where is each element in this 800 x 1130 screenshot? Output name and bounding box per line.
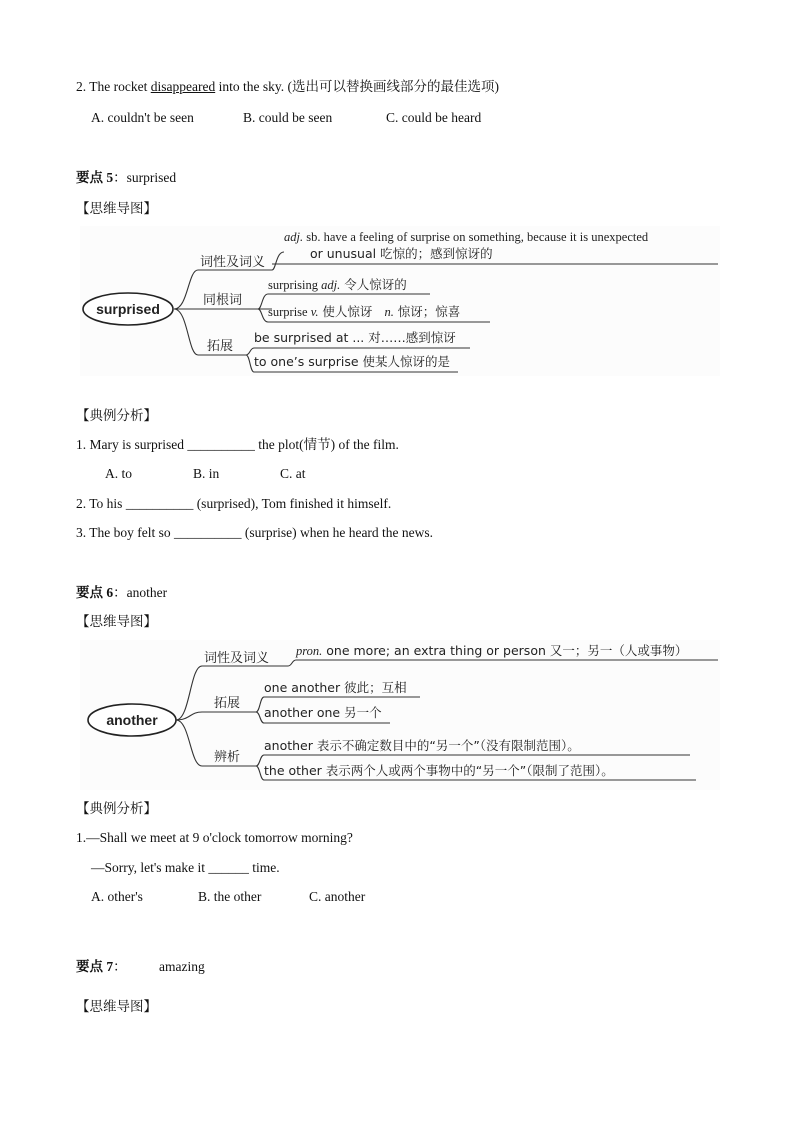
point-7-label: 要点 7 bbox=[76, 959, 114, 974]
def-connector bbox=[272, 252, 284, 270]
question-2-stem bbox=[76, 78, 499, 96]
root-word-2-pos2: n. bbox=[384, 305, 394, 319]
root-word-1-text: surprising bbox=[268, 278, 322, 292]
point-6-examples-heading: 【典例分析】 bbox=[76, 801, 157, 816]
def-line-2: or unusual 吃惊的；感到惊讶的 bbox=[310, 246, 493, 261]
point-5-ex1-option-b: B. in bbox=[193, 466, 220, 481]
def-text bbox=[295, 643, 687, 658]
root-word-2-cn: 使人惊讶 bbox=[318, 304, 373, 319]
surprised-center-label: surprised bbox=[96, 301, 160, 317]
root-word-1-cn: 令人惊讶的 bbox=[340, 277, 407, 292]
def-text: sb. have a feeling of surprise on something, because it is unexpected bbox=[303, 230, 649, 244]
root-word-1 bbox=[268, 277, 407, 292]
root-word-2-text: surprise bbox=[268, 305, 311, 319]
another-mindmap bbox=[80, 640, 720, 790]
point-5-ex1-option-a: A. to bbox=[105, 466, 132, 481]
branch-line-2 bbox=[176, 712, 256, 720]
ext-1: be surprised at ... 对……感到惊讶 bbox=[254, 330, 456, 345]
ext-2: another one 另一个 bbox=[264, 705, 382, 720]
root-word-2-pos: v. bbox=[310, 305, 319, 319]
another-mindmap-svg bbox=[80, 640, 720, 790]
branch-pos-meaning: 词性及词义 bbox=[200, 255, 266, 270]
point-6-ex1-option-c: C. another bbox=[309, 889, 366, 904]
branch-root-words: 同根词 bbox=[203, 293, 243, 308]
point-6-mindmap-heading: 【思维导图】 bbox=[76, 614, 157, 629]
point-5-example-1: 1. Mary is surprised __________ the plot(情节) of the film. bbox=[76, 437, 399, 452]
root-word-2 bbox=[268, 304, 460, 319]
point-5-example-3: 3. The boy felt so __________ (surprise) when he heard the news. bbox=[76, 525, 434, 540]
point-5-colon: ： bbox=[113, 170, 127, 185]
diff-2: the other 表示两个人或两个事物中的“另一个”（限制了范围）。 bbox=[264, 763, 614, 778]
def-meaning: one more; an extra thing or person 又一；另一（人或事物） bbox=[322, 643, 688, 658]
point-5-mindmap-heading: 【思维导图】 bbox=[76, 201, 157, 216]
def-pos: pron. bbox=[296, 644, 323, 658]
surprised-mindmap-svg bbox=[80, 226, 720, 376]
point-5-examples-heading: 【典例分析】 bbox=[76, 408, 157, 423]
question-2-rest: into the sky. (选出可以替换画线部分的最佳选项) bbox=[215, 79, 499, 94]
root-word-2-cn2: 惊讶；惊喜 bbox=[393, 304, 461, 319]
point-6-example-1-question: 1.—Shall we meet at 9 o'clock tomorrow morning? bbox=[76, 830, 353, 845]
point-6-label: 要点 6 bbox=[76, 585, 114, 600]
branch-extension: 拓展 bbox=[214, 696, 241, 711]
another-center-label: another bbox=[106, 712, 158, 728]
point-7-mindmap-heading: 【思维导图】 bbox=[76, 999, 157, 1014]
def-line bbox=[288, 660, 718, 666]
root-word-1-pos: adj. bbox=[321, 278, 341, 292]
branch-distinction: 辨析 bbox=[214, 750, 241, 765]
point-5-heading bbox=[76, 169, 176, 187]
option-a: A. couldn't be seen bbox=[91, 110, 194, 125]
point-6-ex1-option-a: A. other's bbox=[91, 889, 143, 904]
point-5-label: 要点 5 bbox=[76, 170, 114, 185]
question-2-number: 2. The rocket bbox=[76, 79, 151, 94]
point-7-colon: ： bbox=[113, 959, 127, 974]
def-pos: adj. bbox=[284, 230, 304, 244]
branch-pos-meaning: 词性及词义 bbox=[204, 651, 270, 666]
def-line-1 bbox=[284, 230, 649, 244]
underlined-word: disappeared bbox=[150, 79, 216, 94]
point-5-word: surprised bbox=[126, 170, 177, 185]
diff-1: another 表示不确定数目中的“另一个”（没有限制范围）。 bbox=[264, 738, 580, 753]
point-7-heading bbox=[76, 958, 127, 976]
ext-1: one another 彼此；互相 bbox=[264, 680, 407, 695]
branch-extension: 拓展 bbox=[207, 339, 234, 354]
point-7-word: amazing bbox=[159, 959, 205, 974]
point-6-heading bbox=[76, 584, 167, 602]
point-6-colon: ： bbox=[113, 585, 127, 600]
option-b: B. could be seen bbox=[243, 110, 333, 125]
ext-2: to one’s surprise 使某人惊讶的是 bbox=[254, 354, 451, 369]
option-c: C. could be heard bbox=[386, 110, 482, 125]
surprised-mindmap bbox=[80, 226, 720, 376]
point-5-ex1-option-c: C. at bbox=[280, 466, 306, 481]
point-6-word: another bbox=[126, 585, 168, 600]
point-6-example-1-answer: —Sorry, let's make it ______ time. bbox=[91, 860, 280, 875]
point-5-example-2: 2. To his __________ (surprised), Tom finished it himself. bbox=[76, 496, 392, 511]
point-6-ex1-option-b: B. the other bbox=[198, 889, 262, 904]
